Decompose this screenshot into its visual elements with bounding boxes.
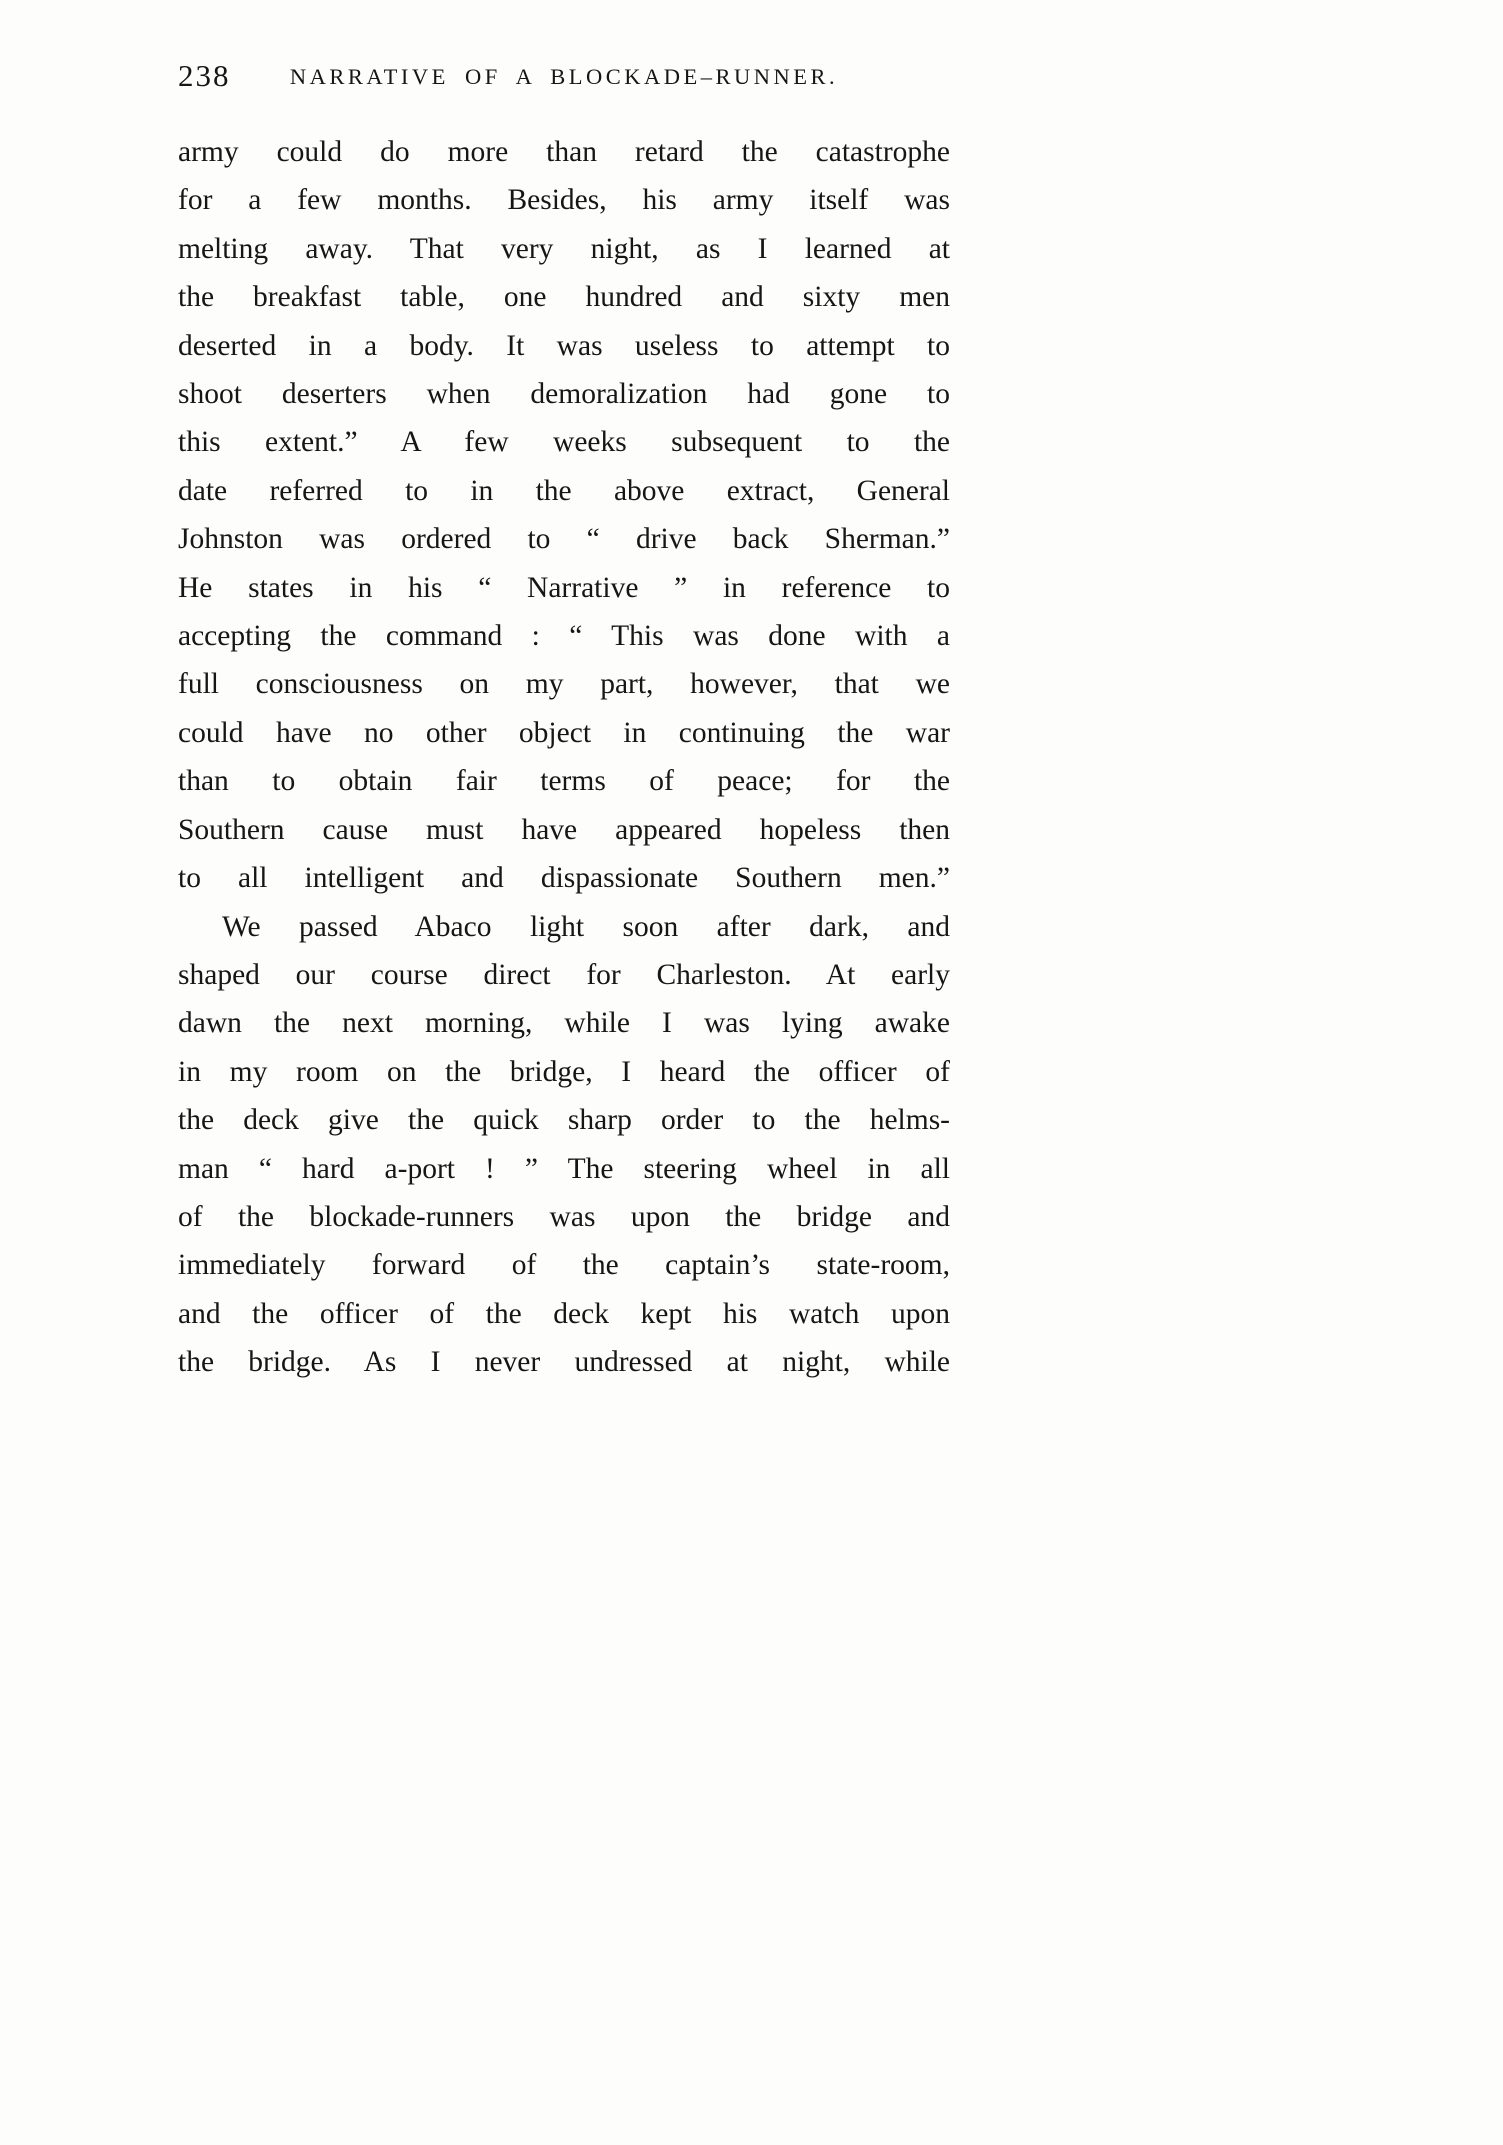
paragraph [178,128,950,903]
text-line: army could do more than retard the catastrophe [178,136,950,168]
text-line: shaped our course direct for Charleston. At early [178,958,950,991]
text-line: melting away. That very night, as I learned at [178,232,950,265]
page-number: 238 [178,58,231,93]
text-line: date referred to in the above extract, General [178,474,950,507]
text-line: We passed Abaco light soon after dark, and [222,910,950,943]
text-line: dawn the next morning, while I was lying awake [178,1007,950,1040]
text-line: He states in his “ Narrative ” in reference to [178,571,950,604]
text-line: the deck give the quick sharp order to the helms- [178,1104,950,1137]
running-header-title: NARRATIVE OF A BLOCKADE–RUNNER. [289,64,839,89]
text-line: man “ hard a-port ! ” The steering wheel in all [178,1152,950,1185]
text-line: Johnston was ordered to “ drive back Sherman.” [178,523,950,556]
text-line: than to obtain fair terms of peace; for the [178,765,950,798]
text-line: for a few months. Besides, his army itself was [178,184,950,217]
text-line: Southern cause must have appeared hopeless then [178,813,950,846]
text-line: the breakfast table, one hundred and sixty men [178,281,950,314]
text-line: to all intelligent and dispassionate Southern men.” [178,862,950,895]
text-line: shoot deserters when demoralization had gone to [178,378,950,411]
text-line: full consciousness on my part, however, that we [178,668,950,701]
text-line: this extent.” A few weeks subsequent to the [178,426,950,459]
text-line: deserted in a body. It was useless to attempt to [178,329,950,362]
paragraph [178,903,950,1387]
text-line: could have no other object in continuing the war [178,716,950,749]
text-line: the bridge. As I never undressed at night, while [178,1346,950,1379]
body-text [178,128,950,1387]
text-line: accepting the command : “ This was done with a [178,620,950,653]
text-line: of the blockade-runners was upon the bridge and [178,1200,950,1233]
text-line: and the officer of the deck kept his watch upon [178,1297,950,1330]
text-line: immediately forward of the captain’s state-room, [178,1249,950,1282]
text-line: in my room on the bridge, I heard the officer of [178,1055,950,1088]
page-header [178,58,950,98]
